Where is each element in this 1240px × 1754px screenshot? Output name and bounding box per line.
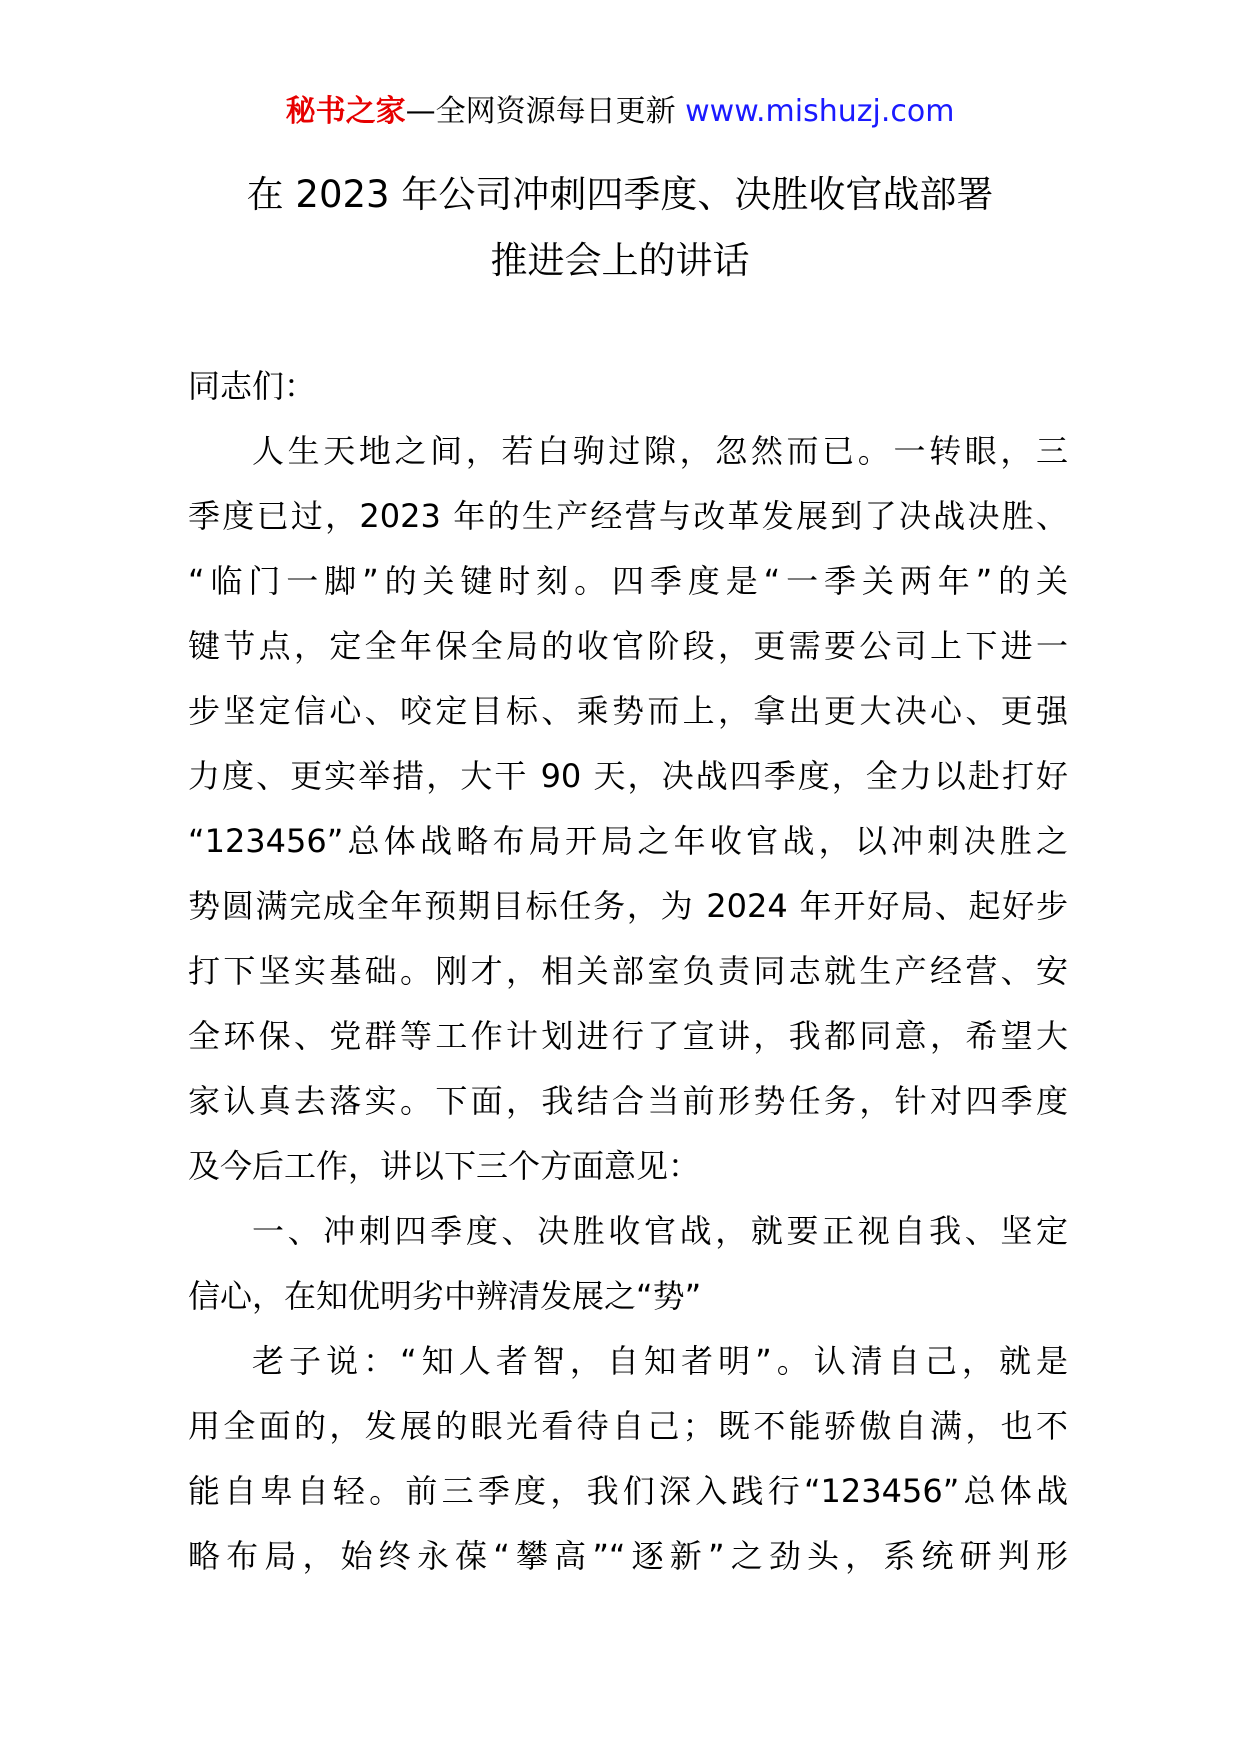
body-line: 能自卑自轻。前三季度，我们深入践行“123456”总体战 — [188, 1472, 1068, 1510]
body-line: 用全面的，发展的眼光看待自己；既不能骄傲自满，也不 — [188, 1407, 1068, 1445]
body-line: 势圆满完成全年预期目标任务，为 2024 年开好局、起好步 — [188, 887, 1068, 925]
document-title — [0, 162, 1240, 294]
body-line: 季度已过，2023 年的生产经营与改革发展到了决战决胜、 — [188, 497, 1068, 535]
title-line-1: 在 2023 年公司冲刺四季度、决胜收官战部署 — [246, 173, 994, 216]
site-header — [0, 92, 1240, 132]
body-line: 步坚定信心、咬定目标、乘势而上，拿出更大决心、更强 — [188, 692, 1068, 730]
body-line: 老子说：“知人者智，自知者明”。认清自己，就是 — [252, 1342, 1068, 1380]
body-line: 略布局，始终永葆“攀高”“逐新”之劲头，系统研判形 — [188, 1537, 1068, 1575]
body-line: 家认真去落实。下面，我结合当前形势任务，针对四季度 — [188, 1082, 1068, 1120]
site-brand: 秘书之家 — [285, 94, 406, 129]
site-url-link[interactable]: www.mishuzj.com — [685, 94, 955, 129]
body-line: 键节点，定全年保全局的收官阶段，更需要公司上下进一 — [188, 627, 1068, 665]
document-body — [188, 354, 1068, 1589]
section-heading-line: 信心，在知优明劣中辨清发展之“势” — [188, 1277, 702, 1315]
body-line: “临门一脚”的关键时刻。四季度是“一季关两年”的关 — [188, 562, 1068, 600]
body-line: 人生天地之间，若白驹过隙，忽然而已。一转眼，三 — [252, 432, 1068, 470]
title-line-2: 推进会上的讲话 — [490, 239, 750, 282]
body-line: “123456”总体战略布局开局之年收官战，以冲刺决胜之 — [188, 822, 1068, 860]
body-line: 全环保、党群等工作计划进行了宣讲，我都同意，希望大 — [188, 1017, 1068, 1055]
site-tagline: —全网资源每日更新 — [405, 94, 686, 129]
section-heading-line: 一、冲刺四季度、决胜收官战，就要正视自我、坚定 — [252, 1212, 1068, 1250]
body-line: 力度、更实举措，大干 90 天，决战四季度，全力以赴打好 — [188, 757, 1068, 795]
body-line: 及今后工作，讲以下三个方面意见： — [188, 1147, 701, 1185]
body-line: 打下坚实基础。刚才，相关部室负责同志就生产经营、安 — [188, 952, 1068, 990]
salutation: 同志们： — [188, 367, 317, 405]
